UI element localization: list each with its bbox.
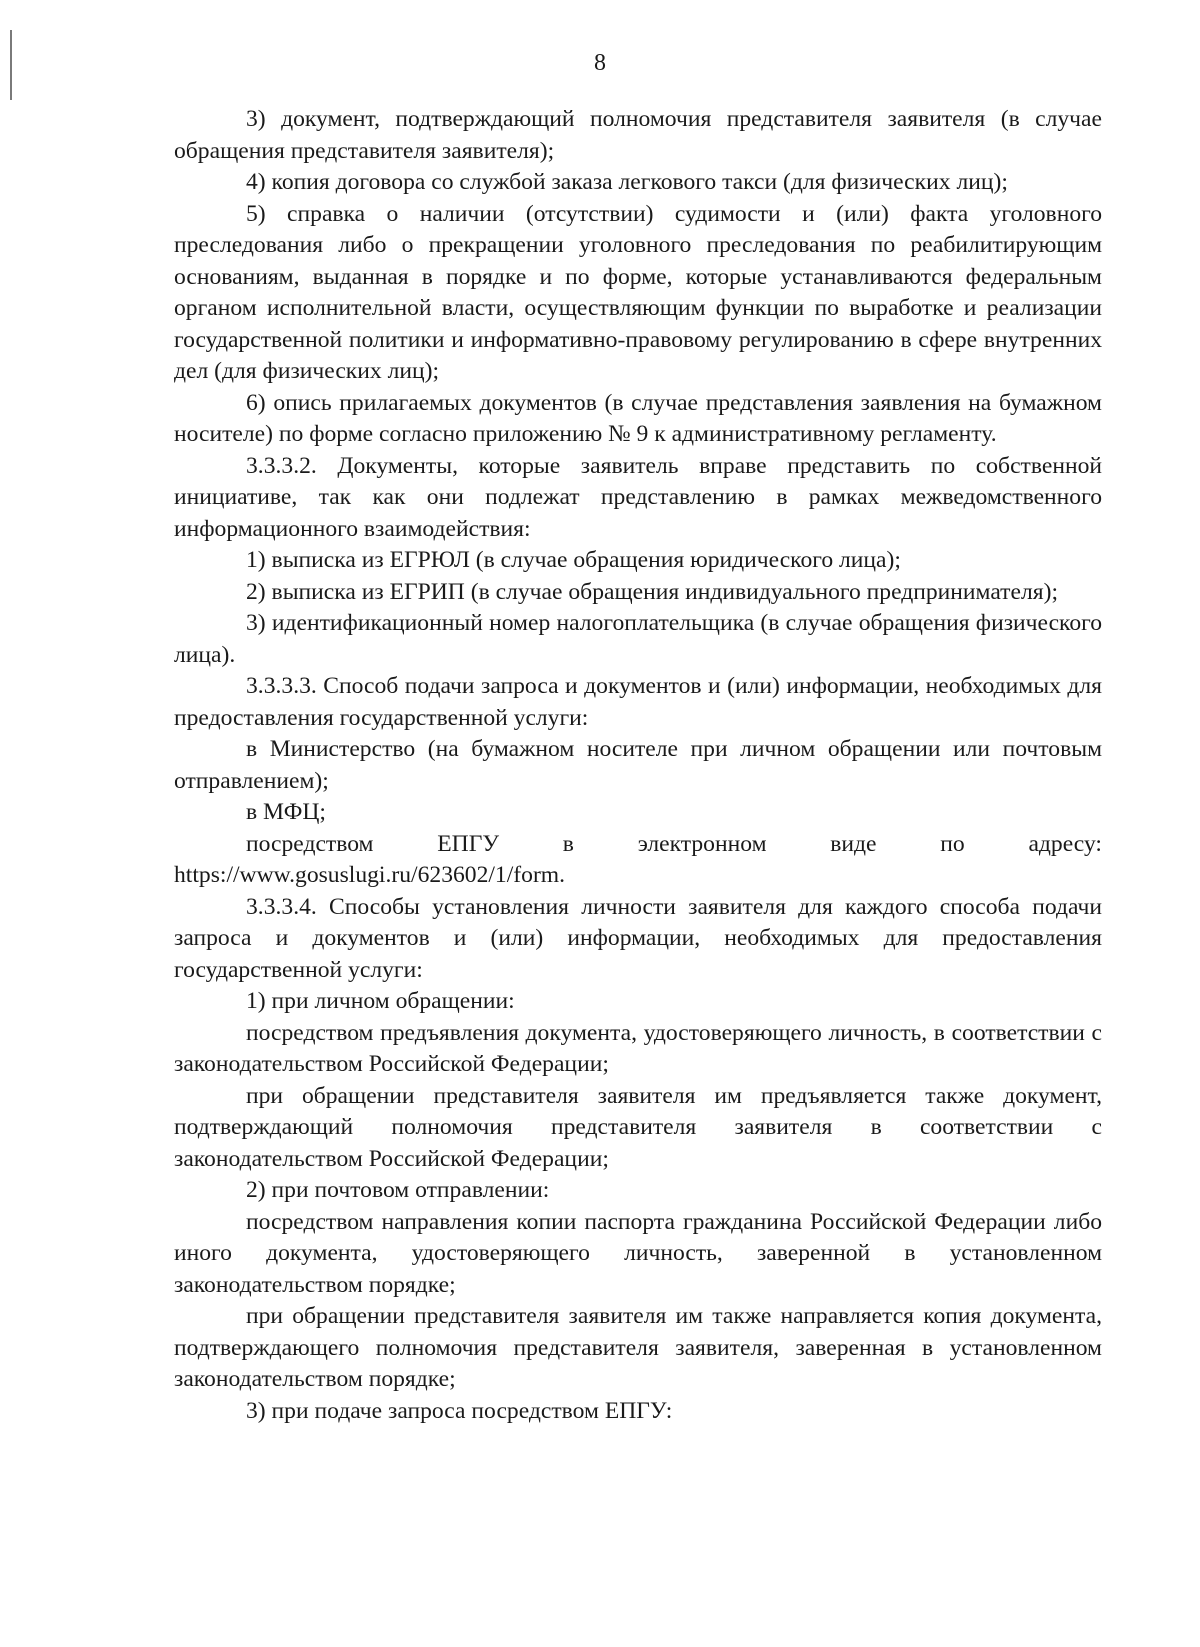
paragraph: 3) документ, подтверждающий полномочия представителя заявителя (в случае обращения представителя заявителя); xyxy=(174,106,1102,164)
paragraph: 3.3.3.2. Документы, которые заявитель вправе представить по собственной инициативе, так как они подлежат представлению в рамках межведомственного информационного взаимодействия: xyxy=(174,452,1102,542)
paragraph: в МФЦ; xyxy=(246,799,326,825)
paragraph: 1) при личном обращении: xyxy=(246,988,515,1014)
paragraph: 3.3.3.4. Способы установления личности заявителя для каждого способа подачи запроса и документов и (или) информации, необходимых для предоставления государственной услуги: xyxy=(174,893,1102,983)
paragraph: 2) выписка из ЕГРИП (в случае обращения индивидуального предпринимателя); xyxy=(246,578,1059,605)
document-body xyxy=(174,104,1102,1427)
paragraph: посредством ЕПГУ в электронном виде по адресу: https://www.gosuslugi.ru/623602/1/form. xyxy=(174,830,1102,888)
paragraph: 2) при почтовом отправлении: xyxy=(246,1177,550,1203)
paragraph: при обращении представителя заявителя им предъявляется также документ, подтверждающий полномочия представителя заявителя в соответствии с законодательством Российской Федерации; xyxy=(174,1082,1102,1172)
paragraph: 3) при подаче запроса посредством ЕПГУ: xyxy=(246,1397,673,1424)
paragraph: 1) выписка из ЕГРЮЛ (в случае обращения юридического лица); xyxy=(246,547,901,573)
paragraph: 5) справка о наличии (отсутствии) судимости и (или) факта уголовного преследования либо о прекращении уголовного преследования по реабилитирующим основаниям, выданная в порядке и по форме, которые устанавливаются федеральным органом исполнительной власти, осуществляющим функции по выработке и реализации государственной политики и информативно-правовому регулированию в сфере внутренних дел (для физических лиц); xyxy=(174,200,1102,384)
paragraph: 3.3.3.3. Способ подачи запроса и документов и (или) информации, необходимых для предоставления государственной услуги: xyxy=(174,673,1102,731)
paragraph: посредством предъявления документа, удостоверяющего личность, в соответствии с законодательством Российской Федерации; xyxy=(174,1019,1102,1077)
paragraph: 4) копия договора со службой заказа легкового такси (для физических лиц); xyxy=(246,169,1008,195)
paragraph: 3) идентификационный номер налогоплательщика (в случае обращения физического лица). xyxy=(174,610,1102,668)
paragraph: 6) опись прилагаемых документов (в случае представления заявления на бумажном носителе) по форме согласно приложению № 9 к административному регламенту. xyxy=(174,389,1102,447)
paragraph: посредством направления копии паспорта гражданина Российской Федерации либо иного документа, удостоверяющего личность, заверенной в установленном законодательством порядке; xyxy=(174,1208,1102,1298)
paragraph: при обращении представителя заявителя им также направляется копия документа, подтверждающего полномочия представителя заявителя, заверенная в установленном законодательством порядке; xyxy=(174,1303,1102,1392)
page-number: 8 xyxy=(594,50,606,76)
paragraph: в Министерство (на бумажном носителе при личном обращении или почтовым отправлением); xyxy=(174,736,1102,794)
